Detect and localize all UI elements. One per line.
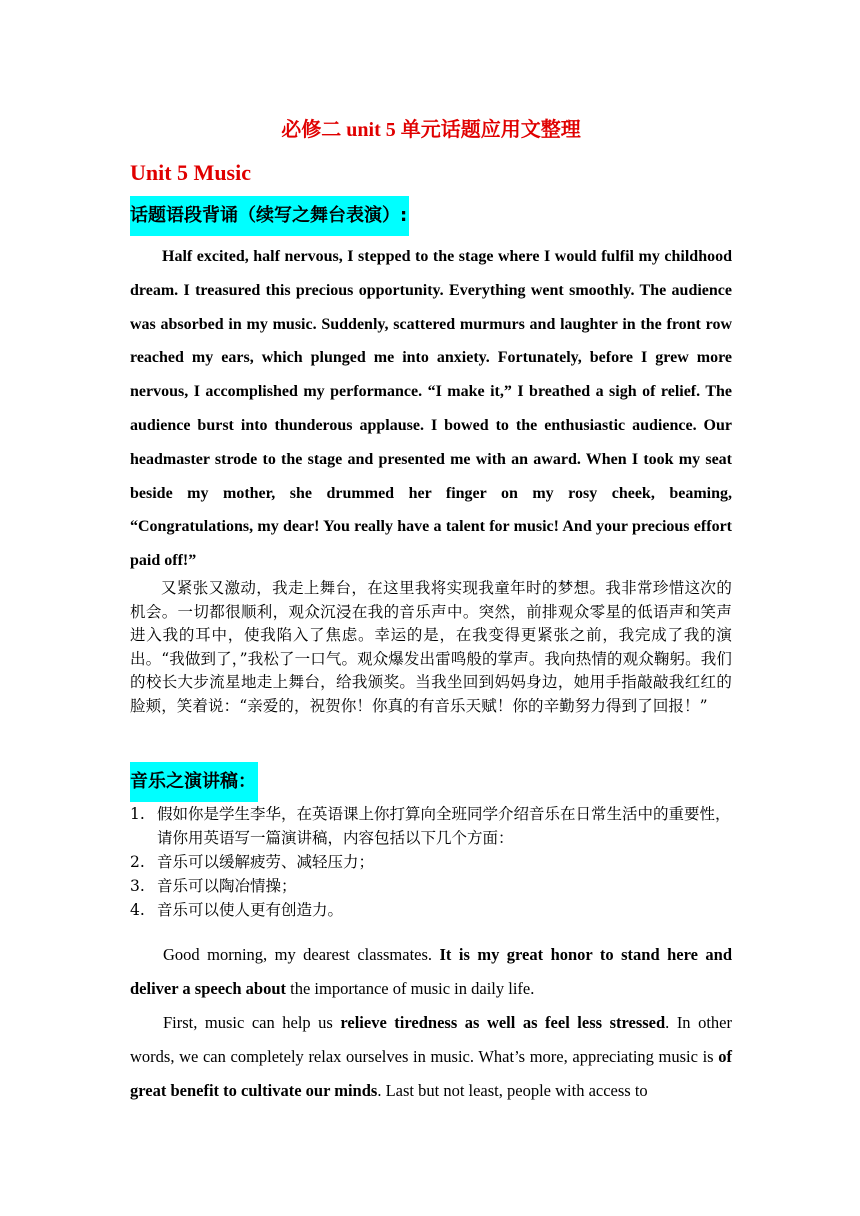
list-item [130, 802, 732, 850]
section-heading-speech: 音乐之演讲稿： [130, 762, 258, 802]
list-item-number: 2. [130, 853, 145, 871]
speech-key-phrase: of great benefit to cultivate our minds [130, 1046, 732, 1100]
speech-text: the importance of music in daily life. [286, 978, 535, 998]
list-item-text: 音乐可以使人更有创造力。 [157, 901, 344, 919]
section-heading-stage-performance: 话题语段背诵（续写之舞台表演）: [130, 196, 409, 236]
speech-paragraph-body [130, 1006, 732, 1107]
speech-key-phrase: relieve tiredness as well as feel less stressed [340, 1013, 666, 1032]
speech-text: Good morning, my dearest classmates. [163, 945, 440, 964]
speech-text: . In other words, we can completely relax ourselves in music. What’s more, appreciating music is [130, 1013, 732, 1066]
speech-paragraph-opening [130, 938, 732, 1006]
speech-text: . Last but not least, people with access to [377, 1080, 648, 1100]
unit-title: Unit 5 Music [130, 160, 251, 185]
english-paragraph: Half excited, half nervous, I stepped to the stage where I would fulfil my childhood dream. I treasured this precious opportunity. Everything went smoothly. The audience was absorbed in my music. Suddenly, scattered murmurs and laughter in the front row reached my ears, which plunged me into anxiety. Fortunately, before I grew more nervous, I accomplished my performance. “I make it,” I breathed a sigh of relief. The audience burst into thunderous applause. I bowed to the enthusiastic audience. Our headmaster strode to the stage and presented me with an award. When I took my seat beside my mother, she drummed her finger on my rosy cheek, beaming, “Congratulations, my dear! You really have a talent for music! And your precious effort paid off!” [130, 248, 732, 570]
list-item-number: 3. [130, 877, 145, 895]
speech-key-phrase: It is my great honor to stand here and deliver a speech about [130, 945, 732, 998]
speech-text: First, music can help us [163, 1013, 341, 1032]
task-requirements-list [130, 802, 732, 922]
list-item [130, 874, 732, 898]
list-item-text: 音乐可以陶冶情操； [157, 877, 297, 895]
document-title: 必修二 unit 5 单元话题应用文整理 [281, 119, 581, 141]
chinese-translation-paragraph: 又紧张又激动，我走上舞台，在这里我将实现我童年时的梦想。我非常珍惜这次的机会。一切都很顺利，观众沉浸在我的音乐声中。突然，前排观众零星的低语声和笑声进入我的耳中，使我陷入了焦虑。幸运的是，在我变得更紧张之前，我完成了我的演出。“我做到了，”我松了一口气。观众爆发出雷鸣般的掌声。我向热情的观众鞠躬。我们的校长大步流星地走上舞台，给我颁奖。当我坐回到妈妈身边，她用手指敲敲我红红的脸颊，笑着说：“亲爱的，祝贺你！你真的有音乐天赋！你的辛勤努力得到了回报！” [130, 579, 732, 715]
list-item [130, 898, 732, 922]
list-item-number: 1. [130, 805, 145, 823]
list-item-text: 音乐可以缓解疲劳、减轻压力； [157, 853, 375, 871]
list-item [130, 850, 732, 874]
list-item-number: 4. [130, 901, 145, 919]
list-item-text: 假如你是学生李华，在英语课上你打算向全班同学介绍音乐在日常生活中的重要性，请你用英语写一篇演讲稿，内容包括以下几个方面： [157, 805, 731, 847]
